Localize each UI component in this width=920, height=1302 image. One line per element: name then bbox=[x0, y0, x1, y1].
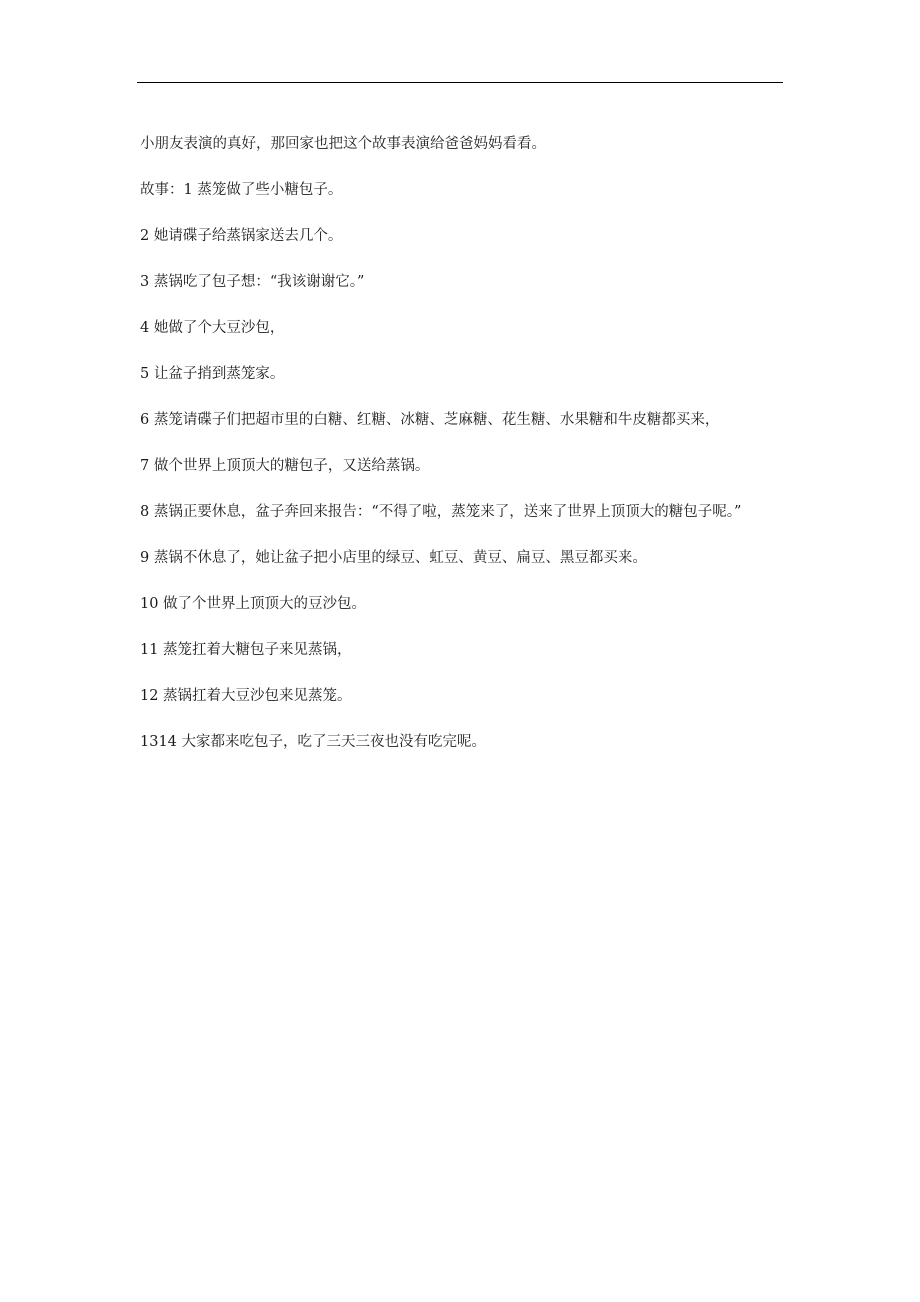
paragraph-story-3: 3 蒸锅吃了包子想：“我该谢谢它。” bbox=[140, 274, 365, 290]
paragraph-story-12: 12 蒸锅扛着大豆沙包来见蒸笼。 bbox=[140, 688, 352, 704]
paragraph-story-6: 6 蒸笼请碟子们把超市里的白糖、红糖、冰糖、芝麻糖、花生糖、水果糖和牛皮糖都买来， bbox=[140, 412, 720, 428]
header-rule bbox=[137, 82, 783, 83]
paragraph-intro: 小朋友表演的真好，那回家也把这个故事表演给爸爸妈妈看看。 bbox=[140, 136, 546, 152]
paragraph-story-1314: 1314 大家都来吃包子，吃了三天三夜也没有吃完呢。 bbox=[140, 734, 487, 750]
paragraph-story-11: 11 蒸笼扛着大糖包子来见蒸锅， bbox=[140, 642, 352, 658]
paragraph-story-4: 4 她做了个大豆沙包， bbox=[140, 320, 285, 336]
paragraph-story-8: 8 蒸锅正要休息，盆子奔回来报告：“不得了啦，蒸笼来了，送来了世界上顶顶大的糖包子呢。” bbox=[140, 504, 742, 520]
paragraph-story-7: 7 做个世界上顶顶大的糖包子，又送给蒸锅。 bbox=[140, 458, 430, 474]
paragraph-story-5: 5 让盆子捎到蒸笼家。 bbox=[140, 366, 285, 382]
paragraph-story-2: 2 她请碟子给蒸锅家送去几个。 bbox=[140, 228, 343, 244]
paragraph-story-10: 10 做了个世界上顶顶大的豆沙包。 bbox=[140, 596, 367, 612]
document-body bbox=[140, 134, 785, 778]
paragraph-story-9: 9 蒸锅不休息了，她让盆子把小店里的绿豆、虹豆、黄豆、扁豆、黑豆都买来。 bbox=[140, 550, 647, 566]
paragraph-story-1: 故事：1 蒸笼做了些小糖包子。 bbox=[140, 182, 343, 198]
